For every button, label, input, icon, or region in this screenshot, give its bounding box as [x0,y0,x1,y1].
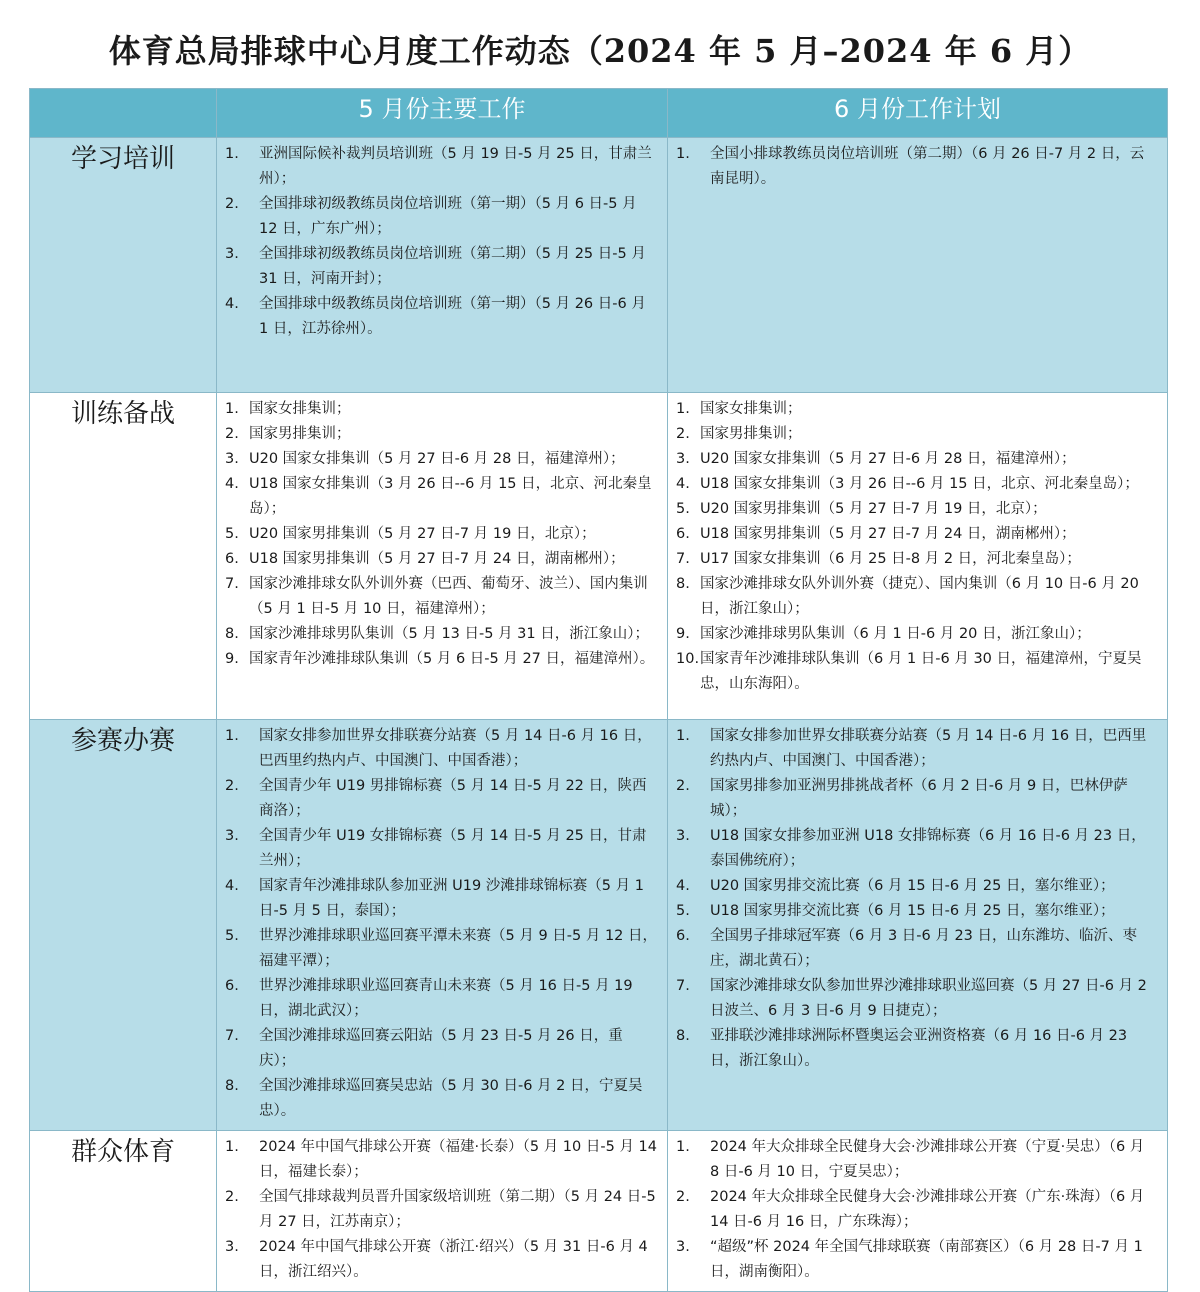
item-number: 7. [676,551,690,567]
item-text: U20 国家男排集训（5 月 27 日-7 月 19 日，北京）； [249,526,596,542]
item-text: 全国青少年 U19 女排锦标赛（5 月 14 日-5 月 25 日，甘肃兰州）； [259,828,647,869]
row-training-prep [30,393,1168,720]
list-item [225,1185,657,1235]
item-text: 国家女排集训； [700,401,802,417]
item-text: “超级”杯 2024 年全国气排球联赛（南部赛区）（6 月 28 日-7 月 1 日，湖南衡阳）。 [710,1239,1143,1280]
list-item [676,497,1157,522]
item-number: 5. [225,928,239,944]
item-number: 3. [676,451,690,467]
list-item [225,422,657,447]
item-text: U18 国家男排交流比赛（6 月 15 日-6 月 25 日，塞尔维亚）； [710,903,1115,919]
item-number: 1. [225,146,239,162]
item-text: 国家沙滩排球男队集训（5 月 13 日-5 月 31 日，浙江象山）； [249,626,649,642]
category-label: 参赛办赛 [30,720,217,1131]
item-number: 1. [225,728,239,744]
item-list [668,1131,1167,1291]
item-number: 2. [676,426,690,442]
list-item [676,397,1157,422]
item-text: 全国沙滩排球巡回赛云阳站（5 月 23 日-5 月 26 日，重庆）； [259,1028,623,1069]
item-text: 国家男排集训； [249,426,351,442]
item-number: 6. [225,978,239,994]
list-item [676,447,1157,472]
category-label: 训练备战 [30,393,217,720]
item-text: 全国男子排球冠军赛（6 月 3 日-6 月 23 日，山东潍坊、临沂、枣庄，湖北黄石）； [710,928,1138,969]
item-list [217,138,667,348]
list-item [225,824,657,874]
list-item [225,192,657,242]
item-number: 7. [225,1028,239,1044]
list-item [225,572,657,622]
item-text: U17 国家女排集训（6 月 25 日-8 月 2 日，河北秦皇岛）； [700,551,1081,567]
list-item [225,724,657,774]
item-number: 2. [225,778,239,794]
item-number: 6. [676,526,690,542]
list-item [225,974,657,1024]
item-list [217,720,667,1130]
item-text: 全国小排球教练员岗位培训班（第二期）（6 月 26 日-7 月 2 日，云南昆明）。 [710,146,1145,187]
may-cell [217,138,668,393]
list-item [676,824,1157,874]
header-corner [30,89,217,138]
list-item [676,924,1157,974]
category-label: 学习培训 [30,138,217,393]
list-item [225,1235,657,1285]
item-text: 国家青年沙滩排球队参加亚洲 U19 沙滩排球锦标赛（5 月 1 日-5 月 5 日，泰国）； [259,878,644,919]
item-number: 9. [676,626,690,642]
item-text: 国家女排集训； [249,401,351,417]
header-may: 5 月份主要工作 [217,89,668,138]
item-number: 5. [225,526,239,542]
item-list [668,720,1167,1080]
item-number: 8. [676,576,690,592]
item-text: U18 国家女排集训（3 月 26 日--6 月 15 日，北京、河北秦皇岛）； [249,476,652,517]
item-number: 3. [676,828,690,844]
row-competitions [30,720,1168,1131]
item-text: 国家女排参加世界女排联赛分站赛（5 月 14 日-6 月 16 日，巴西里约热内卢、中国澳门、中国香港）； [710,728,1147,769]
item-text: 全国排球中级教练员岗位培训班（第一期）（5 月 26 日-6 月 1 日，江苏徐州）。 [259,296,646,337]
item-number: 8. [676,1028,690,1044]
list-item [225,1074,657,1124]
item-number: 5. [676,501,690,517]
item-number: 4. [676,476,690,492]
item-number: 5. [676,903,690,919]
item-text: U18 国家男排集训（5 月 27 日-7 月 24 日，湖南郴州）； [700,526,1076,542]
item-list [668,138,1167,198]
item-number: 9. [225,651,239,667]
list-item [225,622,657,647]
list-item [225,242,657,292]
item-number: 6. [676,928,690,944]
item-number: 3. [676,1239,690,1255]
list-item [225,774,657,824]
item-number: 1. [225,1139,239,1155]
list-item [225,447,657,472]
item-number: 6. [225,551,239,567]
list-item [676,422,1157,447]
list-item [676,572,1157,622]
item-number: 1. [676,146,690,162]
item-number: 1. [676,1139,690,1155]
may-cell [217,393,668,720]
item-number: 3. [225,246,239,262]
list-item [676,1024,1157,1074]
list-item [225,1024,657,1074]
item-text: 全国气排球裁判员晋升国家级培训班（第二期）（5 月 24 日-5 月 27 日，江苏南京）； [259,1189,656,1230]
item-list [668,393,1167,703]
list-item [676,1235,1157,1285]
item-number: 4. [676,878,690,894]
list-item [676,142,1157,192]
item-list [217,1131,667,1291]
item-text: U20 国家女排集训（5 月 27 日-6 月 28 日，福建漳州）； [700,451,1076,467]
item-number: 1. [676,401,690,417]
list-item [225,522,657,547]
item-text: 世界沙滩排球职业巡回赛青山未来赛（5 月 16 日-5 月 19 日，湖北武汉）； [259,978,633,1019]
item-text: U20 国家女排集训（5 月 27 日-6 月 28 日，福建漳州）； [249,451,625,467]
header-june: 6 月份工作计划 [668,89,1168,138]
item-text: 国家沙滩排球女队外训外赛（巴西、葡萄牙、波兰）、国内集训（5 月 1 日-5 月 10 日，福建漳州）； [249,576,648,617]
item-number: 3. [225,1239,239,1255]
item-text: 全国青少年 U19 男排锦标赛（5 月 14 日-5 月 22 日，陕西商洛）； [259,778,647,819]
list-item [676,899,1157,924]
june-cell [668,393,1168,720]
item-text: U18 国家男排集训（5 月 27 日-7 月 24 日，湖南郴州）； [249,551,625,567]
item-text: 国家沙滩排球男队集训（6 月 1 日-6 月 20 日，浙江象山）； [700,626,1091,642]
item-number: 10. [676,651,700,667]
row-training-study [30,138,1168,393]
item-text: 国家男排集训； [700,426,802,442]
list-item [676,547,1157,572]
list-item [676,724,1157,774]
list-item [676,647,1157,697]
item-list [217,393,667,678]
item-number: 8. [225,1078,239,1094]
item-text: 国家青年沙滩排球队集训（6 月 1 日-6 月 30 日，福建漳州，宁夏吴忠，山东海阳）。 [700,651,1142,692]
june-cell [668,1131,1168,1292]
item-number: 3. [225,828,239,844]
item-text: U20 国家男排集训（5 月 27 日-7 月 19 日，北京）； [700,501,1047,517]
item-number: 2. [225,196,239,212]
item-number: 7. [225,576,239,592]
item-text: U20 国家男排交流比赛（6 月 15 日-6 月 25 日，塞尔维亚）； [710,878,1115,894]
list-item [676,874,1157,899]
may-cell [217,1131,668,1292]
item-text: 国家青年沙滩排球队集训（5 月 6 日-5 月 27 日，福建漳州）。 [249,651,655,667]
list-item [676,1135,1157,1185]
item-text: U18 国家女排集训（3 月 26 日--6 月 15 日，北京、河北秦皇岛）； [700,476,1139,492]
item-number: 4. [225,296,239,312]
list-item [225,874,657,924]
list-item [225,1135,657,1185]
item-text: 2024 年大众排球全民健身大会·沙滩排球公开赛（宁夏·吴忠）（6 月 8 日-6 月 10 日，宁夏吴忠）； [710,1139,1145,1180]
june-cell [668,720,1168,1131]
item-text: 国家女排参加世界女排联赛分站赛（5 月 14 日-6 月 16 日，巴西里约热内卢、中国澳门、中国香港）； [259,728,652,769]
item-text: 国家沙滩排球女队参加世界沙滩排球职业巡回赛（5 月 27 日-6 月 2 日波兰、6 月 3 日-6 月 9 日捷克）； [710,978,1147,1019]
category-label: 群众体育 [30,1131,217,1292]
list-item [225,397,657,422]
list-item [225,924,657,974]
row-mass-sports [30,1131,1168,1292]
list-item [676,774,1157,824]
item-text: 亚排联沙滩排球洲际杯暨奥运会亚洲资格赛（6 月 16 日-6 月 23 日，浙江象山）。 [710,1028,1128,1069]
item-number: 1. [225,401,239,417]
list-item [676,974,1157,1024]
list-item [676,472,1157,497]
work-table [29,88,1168,1292]
item-text: 世界沙滩排球职业巡回赛平潭未来赛（5 月 9 日-5 月 12 日，福建平潭）； [259,928,658,969]
item-number: 2. [225,426,239,442]
item-text: 2024 年中国气排球公开赛（浙江·绍兴）（5 月 31 日-6 月 4 日，浙江绍兴）。 [259,1239,648,1280]
list-item [225,142,657,192]
item-text: 全国排球初级教练员岗位培训班（第一期）（5 月 6 日-5 月 12 日，广东广州）； [259,196,637,237]
list-item [676,1185,1157,1235]
list-item [676,522,1157,547]
list-item [225,547,657,572]
list-item [225,472,657,522]
item-text: 2024 年大众排球全民健身大会·沙滩排球公开赛（广东·珠海）（6 月 14 日-6 月 16 日，广东珠海）； [710,1189,1145,1230]
list-item [225,647,657,672]
item-number: 4. [225,878,239,894]
item-number: 2. [676,778,690,794]
item-number: 7. [676,978,690,994]
item-text: U18 国家女排参加亚洲 U18 女排锦标赛（6 月 16 日-6 月 23 日，泰国佛统府）； [710,828,1146,869]
item-text: 亚洲国际候补裁判员培训班（5 月 19 日-5 月 25 日，甘肃兰州）； [259,146,652,187]
item-number: 2. [676,1189,690,1205]
item-text: 全国沙滩排球巡回赛吴忠站（5 月 30 日-6 月 2 日，宁夏吴忠）。 [259,1078,643,1119]
item-number: 8. [225,626,239,642]
item-number: 3. [225,451,239,467]
list-item [225,292,657,342]
may-cell [217,720,668,1131]
page-title: 体育总局排球中心月度工作动态（2024 年 5 月–2024 年 6 月） [108,32,1092,70]
item-text: 2024 年中国气排球公开赛（福建·长泰）（5 月 10 日-5 月 14 日，福建长泰）； [259,1139,657,1180]
list-item [676,622,1157,647]
june-cell [668,138,1168,393]
item-text: 国家沙滩排球女队外训外赛（捷克）、国内集训（6 月 10 日-6 月 20 日，浙江象山）； [700,576,1139,617]
item-text: 国家男排参加亚洲男排挑战者杯（6 月 2 日-6 月 9 日，巴林伊萨城）； [710,778,1128,819]
item-text: 全国排球初级教练员岗位培训班（第二期）（5 月 25 日-5 月 31 日，河南开封）； [259,246,646,287]
item-number: 1. [676,728,690,744]
item-number: 4. [225,476,239,492]
item-number: 2. [225,1189,239,1205]
